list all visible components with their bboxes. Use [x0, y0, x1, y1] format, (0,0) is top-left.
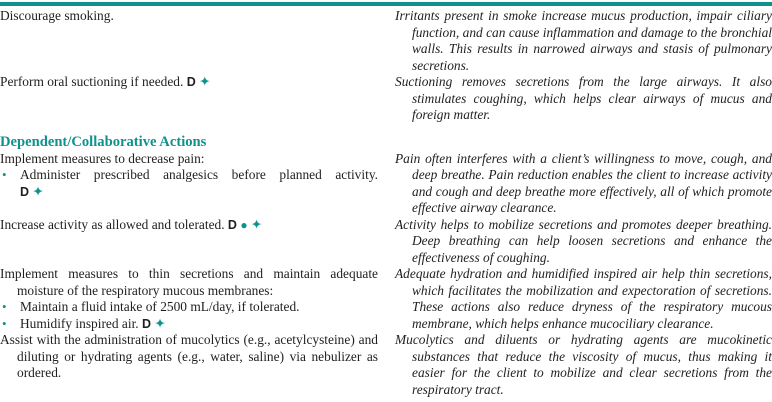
list-item [0, 167, 378, 200]
rationale-text: Irritants present in smoke increase mucus production, impair ciliary function, and can cause inflammation and damage to the bronchial walls. This results in narrowed airways and stasis of pulmonary secretions. [395, 8, 772, 73]
bullet-icon: • [2, 167, 7, 182]
list-item [0, 316, 378, 333]
action-text: Assist with the administration of mucolytics (e.g., acetylcysteine) and diluting or hydrating agents (e.g., water, saline) via nebulizer as ordered. [0, 332, 378, 380]
bullet-text: Administer prescribed analgesics before planned activity. [20, 167, 378, 182]
delegation-flag: D [20, 184, 30, 199]
delegation-flag: D [227, 217, 237, 232]
bullet-text: Maintain a fluid intake of 2500 mL/day, if tolerated. [20, 299, 300, 314]
table-top-border [0, 2, 772, 6]
bullet-icon: • [2, 299, 7, 314]
action-cell [0, 217, 378, 267]
rationale-cell [395, 8, 772, 74]
action-text [0, 217, 378, 234]
action-text-span: Increase activity as allowed and tolerated. [0, 216, 225, 232]
section-heading-row [0, 134, 772, 151]
action-cell [0, 266, 378, 332]
list-item [0, 299, 378, 316]
action-cell [0, 8, 378, 74]
rationale-text: Suctioning removes secretions from the large airways. It also stimulates coughing, which helps clear airways of mucus and foreign matter. [395, 74, 772, 122]
rationale-cell [395, 74, 772, 124]
bullet-text [20, 316, 378, 333]
table-row [0, 8, 772, 74]
rationale-text: Mucolytics and diluents or hydrating agents are mucokinetic substances that reduce the viscosity of mucus, thus making it easier for the client to mobilize and clear secretions from the respiratory tract. [395, 332, 772, 397]
circle-icon: ● [240, 217, 248, 232]
action-text: Discourage smoking. [0, 8, 114, 23]
diamond-icon: ✦ [250, 216, 263, 232]
empty-cell [395, 134, 772, 151]
rationale-cell [395, 266, 772, 332]
action-cell [0, 332, 378, 398]
table-row [0, 332, 772, 398]
table-row [0, 151, 772, 217]
table-row [0, 266, 772, 332]
rationale-text: Adequate hydration and humidified inspired air help thin secretions, which facilitates the mobilization and expectoration of secretions. These actions also reduce dryness of the respiratory mucous membrane, which helps enhance mucociliary clearance. [395, 266, 772, 331]
heading-cell [0, 134, 378, 151]
rationale-text: Activity helps to mobilize secretions and promotes deeper breathing. Deep breathing can help loosen secretions and enhance the effectiveness of coughing. [395, 216, 772, 265]
action-text-span: Perform oral suctioning if needed. [0, 74, 184, 89]
rationale-cell [395, 151, 772, 217]
action-cell [0, 74, 378, 124]
rationale-cell [395, 332, 772, 398]
diamond-icon: ✦ [154, 315, 166, 331]
bullet-icon: • [2, 315, 7, 331]
flag-line [20, 184, 378, 201]
diamond-icon: ✦ [32, 183, 44, 199]
actions-rationales-table [0, 8, 772, 398]
action-text: Implement measures to decrease pain: [0, 150, 205, 166]
section-heading: Dependent/Collaborative Actions [0, 133, 207, 150]
rationale-text: Pain often interferes with a client’s willingness to move, cough, and deep breathe. Pain reduction enables the client to increase activity and cough and deep breathe more effectively, all of which promote effective airway clearance. [395, 150, 772, 215]
table-row [0, 74, 772, 124]
action-text [0, 74, 378, 91]
bullet-text-span: Humidify inspired air. [20, 315, 139, 331]
table-row [0, 217, 772, 267]
action-cell [0, 151, 378, 217]
delegation-flag: D [142, 316, 152, 331]
rationale-cell [395, 217, 772, 267]
delegation-flag: D [186, 75, 196, 89]
diamond-icon: ✦ [199, 74, 211, 89]
action-text: Implement measures to thin secretions and maintain adequate moisture of the respiratory mucous membranes: [0, 266, 378, 298]
